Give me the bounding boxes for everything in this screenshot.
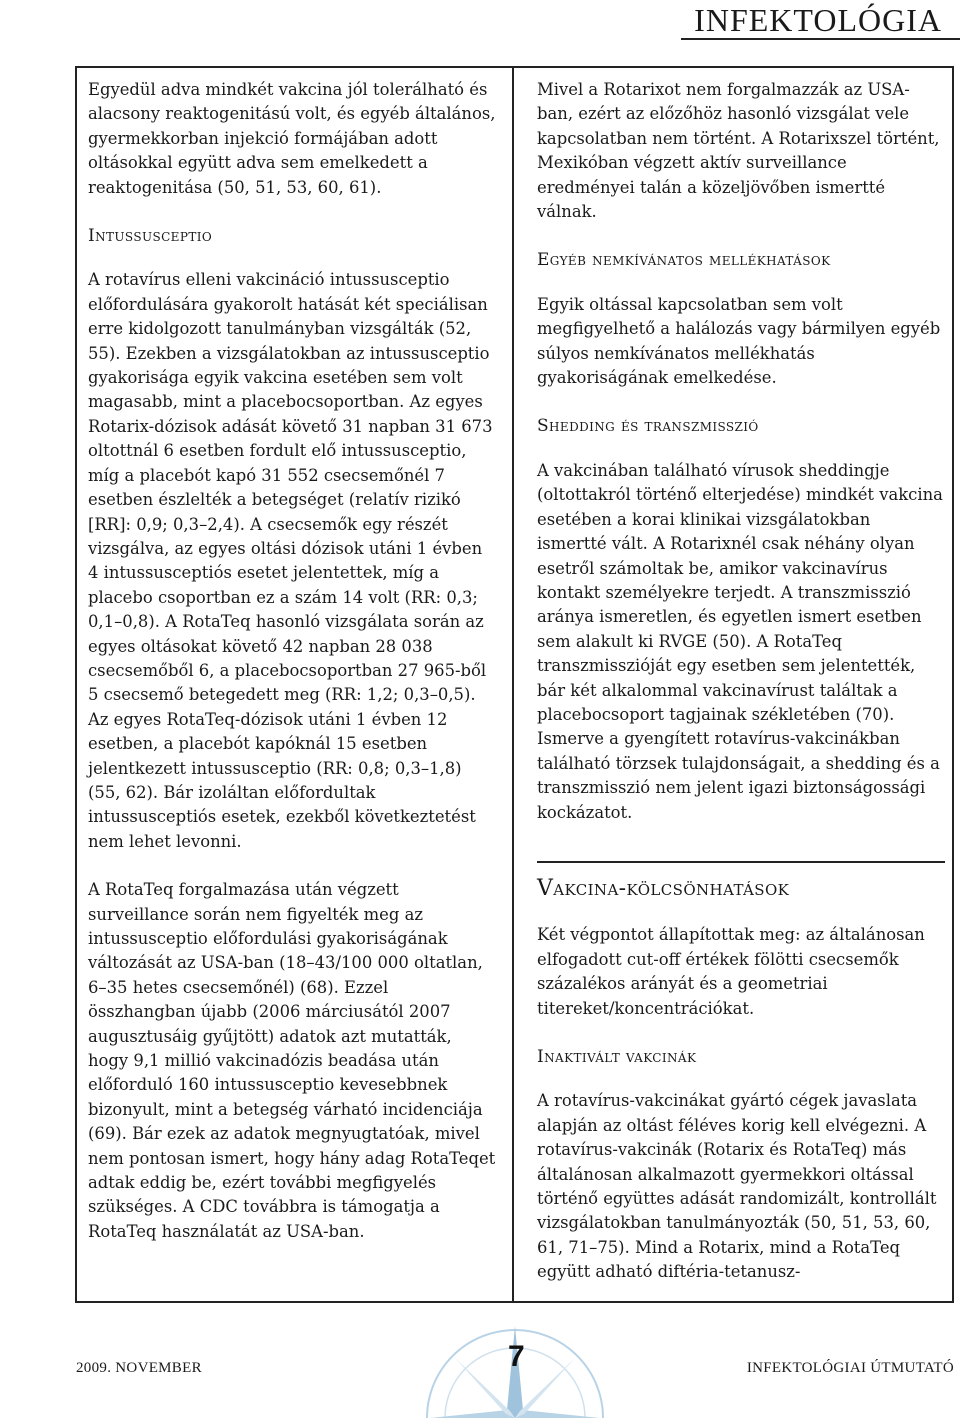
footer-publication: INFEKTOLÓGIAI ÚTMUTATÓ: [746, 1360, 954, 1376]
section-rule: [537, 861, 945, 863]
heading-inactivated-vaccines: Inaktivált vakcinák: [537, 1047, 697, 1067]
section-title: INFEKTOLÓGIA: [694, 2, 942, 38]
right-column: [537, 78, 945, 1309]
paragraph-shedding: A vakcinában található vírusok sheddingje (oltottakról történő elterjedése) mindkét vakcina esetében a korai klinikai vizsgálatokban ismertté vált. A Rotarixnél csak néhány olyan esetről számoltak be, amikor vakcinavírus kontakt személyekre terjedt. A transzmisszió aránya ismeretlen, és egyetlen ismert esetben sem alakult ki RVGE (50). A RotaTeq transzmisszióját egy esetben sem jelentették, bár két alkalommal vakcinavírust találtak a placebocsoport tagjainak székletében (70). Ismerve a gyengített rotavírus-vakcinákban található törzsek tulajdonságait, a shedding és a transzmisszió nem jelent igazi biztonságossági kockázatot.: [537, 460, 943, 822]
paragraph-tolerability: Egyedül adva mindkét vakcina jól tolerálható és alacsony reaktogenitású volt, és egyéb általános, gyermekkorban injekció formájában adott oltásokkal együtt adva sem emelkedett a reaktogenitása (50, 51, 53, 60, 61).: [88, 80, 496, 197]
paragraph-surveillance: A RotaTeq forgalmazása után végzett surveillance során nem figyelték meg az intussusceptio előfordulási gyakoriságának változását az USA-ban (18–43/100 000 oltatlan, 6–35 hetes csecsemőnél) (68). Ezzel összhangban újabb (2006 márciusától 2007 augusztusáig gyűjtött) adatok azt mutatták, hogy 9,1 millió vakcinadózis beadása után előforduló 160 intussusceptio kevesebbnek bizonyult, mint a betegség várható incidenciája (69). Bár ezek az adatok megnyugtatóak, mivel nem pontosan ismert, hogy hány adag RotaTeqet adtak eddig be, ezért további megfigyelés szükséges. A CDC továbbra is támogatja a RotaTeq használatát az USA-ban.: [88, 880, 496, 1241]
heading-vaccine-interactions: Vakcina-kölcsönhatások: [537, 875, 790, 901]
heading-intussusceptio: Intussusceptio: [88, 226, 213, 247]
paragraph-endpoints: Két végpontot állapítottak meg: az általánosan elfogadott cut-off értékek fölötti csecsemők százalékos arányát és a geometriai titereket/koncentrációkat.: [537, 925, 925, 1018]
paragraph-rotarix-usa: Mivel a Rotarixot nem forgalmazzák az USA-ban, ezért az előzőhöz hasonló vizsgálat vele kapcsolatban nem történt. A Rotarixszel történt, Mexikóban végzett aktív surveillance eredményei talán a közeljövőben ismertté válnak.: [537, 80, 940, 222]
paragraph-intussusceptio-studies: A rotavírus elleni vakcináció intussusceptio előfordulására gyakorolt hatását két speciálisan erre kidolgozott tanulmányban vizsgálták (52, 55). Ezekben a vizsgálatokban az intussusceptio gyakorisága egyik vakcina esetében sem volt magasabb, mint a placebocsoportban. Az egyes Rotarix-dózisok adását követő 31 napban 31 673 oltottnál 6 esetben fordult elő intussusceptio, míg a placebót kapó 31 552 csecsemőnél 7 esetben észlelték a betegséget (relatív rizikó [RR]: 0,9; 0,3–2,4). A csecsemők egy részét vizsgálva, az egyes oltási dózisok utáni 1 évben 4 intussusceptiós esetet jelentettek, míg a placebo csoportban ez a szám 14 volt (RR: 0,3; 0,1–0,8). A RotaTeq hasonló vizsgálata során az egyes oltásokat követő 42 napban 28 038 csecsemőből 6, a placebocsoportban 27 965-ből 5 csecsemő betegedett meg (RR: 1,2; 0,3–0,5). Az egyes RotaTeq-dózisok utáni 1 évben 12 esetben, a placebót kapóknál 15 esetben jelentkezett intussusceptio (RR: 0,8; 0,3–1,8) (55, 62). Bár izoláltan előfordultak intussusceptiós esetek, ezekből következtetést nem lehet levonni.: [88, 270, 493, 851]
paragraph-inactivated: A rotavírus-vakcinákat gyártó cégek javaslata alapján az oltást féléves korig kell elvégezni. A rotavírus-vakcinák (Rotarix és RotaTeq) más általánosan alkalmazott gyermekkori oltással történő együttes adását randomizált, kontrollált vizsgálatokban tanulmányozták (50, 51, 53, 60, 61, 71–75). Mind a Rotarix, mind a RotaTeq együtt adható diftéria-tetanusz-: [537, 1091, 937, 1282]
header-rule: [681, 38, 960, 40]
left-column: [88, 78, 496, 1268]
heading-other-adverse-effects: Egyéb nemkívánatos mellékhatások: [537, 250, 831, 271]
footer-date: 2009. NOVEMBER: [76, 1360, 202, 1376]
page-number: 7: [508, 1340, 525, 1373]
header-bar: [681, 0, 960, 38]
column-divider: [512, 66, 514, 1303]
heading-shedding: Shedding és transzmisszió: [537, 416, 759, 437]
paragraph-adverse-effects: Egyik oltással kapcsolatban sem volt megfigyelhető a halálozás vagy bármilyen egyéb súlyos nemkívánatos mellékhatás gyakoriságának emelkedése.: [537, 294, 941, 388]
